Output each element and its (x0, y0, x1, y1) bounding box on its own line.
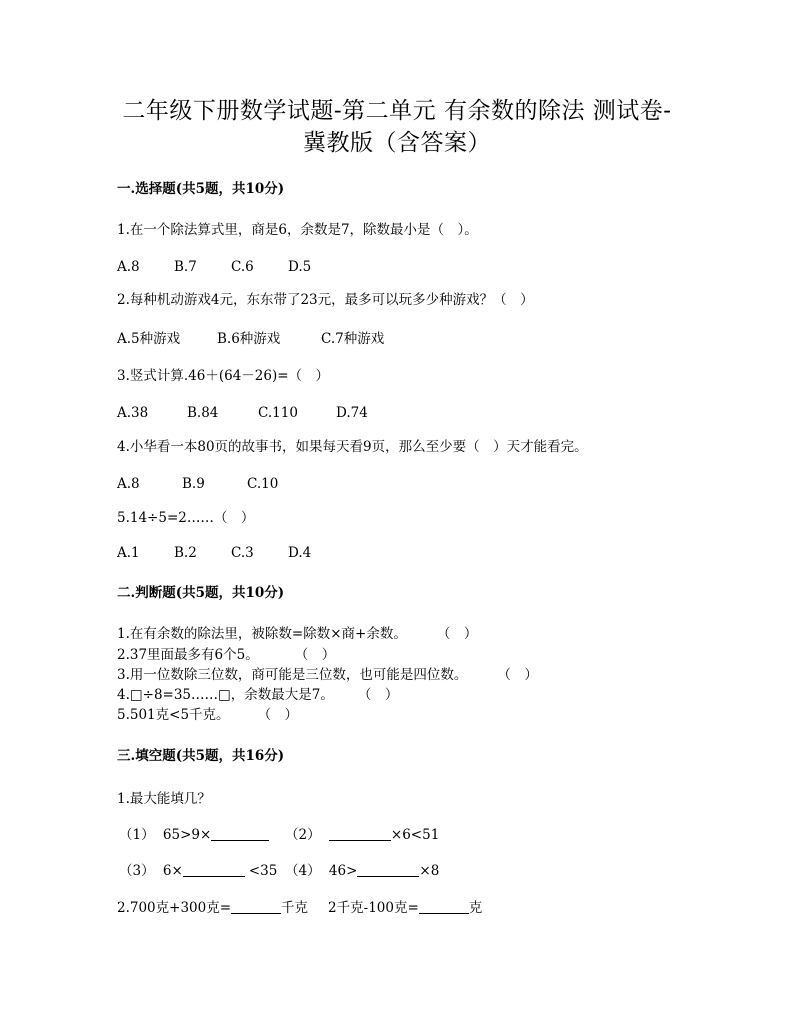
option-c[interactable]: C.6 (231, 259, 254, 275)
fill-item (285, 862, 439, 880)
judgment-text: 3.用一位数除三位数，商可能是三位数，也可能是四位数。 (117, 667, 468, 683)
page-title-line1: 二年级下册数学试题-第二单元 有余数的除法 测试卷- (122, 98, 672, 124)
answer-parentheses[interactable]: （ ） (257, 707, 299, 723)
answer-parentheses[interactable]: （ ） (436, 626, 478, 642)
answer-blank[interactable] (419, 899, 469, 914)
answer-parentheses[interactable]: （ ） (294, 647, 336, 663)
question-text: 2.每种机动游戏4元，东东带了23元，最多可以玩多少种游戏？（ ） (117, 292, 534, 308)
unit-conversion-question (117, 899, 482, 917)
judgment-item (117, 666, 538, 684)
section-heading-fill: 三.填空题(共5题，共16分) (117, 748, 285, 764)
section-heading-choice: 一.选择题(共5题，共10分) (117, 181, 285, 197)
fill-item (285, 826, 439, 844)
judgment-text: 2.37里面最多有6个5。 (117, 647, 259, 663)
option-a[interactable]: A.8 (117, 476, 140, 492)
judgment-text: 5.501克<5千克。 (117, 707, 230, 723)
answer-parentheses[interactable]: （ ） (497, 667, 538, 683)
question-text: 4.小华看一本80页的故事书，如果每天看9页，那么至少要（ ）天才能看完。 (117, 439, 588, 455)
option-a[interactable]: A.38 (117, 405, 149, 421)
conversion-prefix-2: 2千克-100克= (328, 900, 419, 916)
option-b[interactable]: B.6种游戏 (217, 331, 281, 347)
judgment-text: 1.在有余数的除法里，被除数=除数×商+余数。 (117, 626, 407, 642)
option-b[interactable]: B.7 (174, 259, 197, 275)
item-number: （1） (119, 827, 155, 843)
question-text: 5.14÷5=2……（ ） (117, 510, 255, 526)
option-a[interactable]: A.8 (117, 259, 140, 275)
unit-label-2: 克 (468, 900, 483, 916)
option-b[interactable]: B.2 (174, 545, 197, 561)
item-suffix: ×8 (419, 863, 440, 879)
option-c[interactable]: C.7种游戏 (321, 331, 385, 347)
option-c[interactable]: C.3 (231, 545, 254, 561)
item-number: （3） (119, 863, 155, 879)
item-prefix: 46> (328, 863, 358, 879)
page-title-line2: 冀教版（含答案） (303, 130, 491, 156)
judgment-item (117, 625, 477, 643)
fill-item (119, 862, 277, 880)
option-d[interactable]: D.5 (288, 259, 312, 275)
fill-item (119, 826, 269, 844)
question-text: 3.竖式计算.46＋(64－26)=（ ） (117, 368, 330, 384)
unit-label-1: 千克 (281, 900, 309, 916)
option-c[interactable]: C.110 (258, 405, 298, 421)
answer-blank[interactable] (211, 826, 269, 841)
judgment-item (117, 646, 335, 664)
answer-parentheses[interactable]: （ ） (357, 687, 399, 703)
answer-blank[interactable] (329, 826, 391, 841)
judgment-item (117, 706, 298, 724)
judgment-item (117, 686, 398, 704)
item-prefix: 6× (162, 863, 183, 879)
question-text: 1.在一个除法算式里，商是6，余数是7，除数最小是（ ）。 (117, 222, 478, 238)
option-b[interactable]: B.9 (182, 476, 205, 492)
option-b[interactable]: B.84 (187, 405, 219, 421)
option-d[interactable]: D.74 (336, 405, 368, 421)
answer-blank[interactable] (231, 899, 281, 914)
section-heading-judgment: 二.判断题(共5题，共10分) (117, 585, 285, 601)
option-d[interactable]: D.4 (288, 545, 312, 561)
judgment-text: 4.□÷8=35……□，余数最大是7。 (117, 687, 334, 703)
option-c[interactable]: C.10 (247, 476, 279, 492)
question-text: 1.最大能填几？ (117, 791, 211, 807)
item-suffix: ×6<51 (390, 827, 440, 843)
option-a[interactable]: A.1 (117, 545, 140, 561)
answer-blank[interactable] (183, 862, 245, 877)
conversion-prefix-1: 2.700克+300克= (117, 900, 232, 916)
item-number: （2） (285, 827, 321, 843)
answer-blank[interactable] (357, 862, 419, 877)
option-a[interactable]: A.5种游戏 (117, 331, 181, 347)
item-prefix: 65>9× (162, 827, 212, 843)
item-number: （4） (285, 863, 321, 879)
item-suffix: <35 (248, 863, 278, 879)
